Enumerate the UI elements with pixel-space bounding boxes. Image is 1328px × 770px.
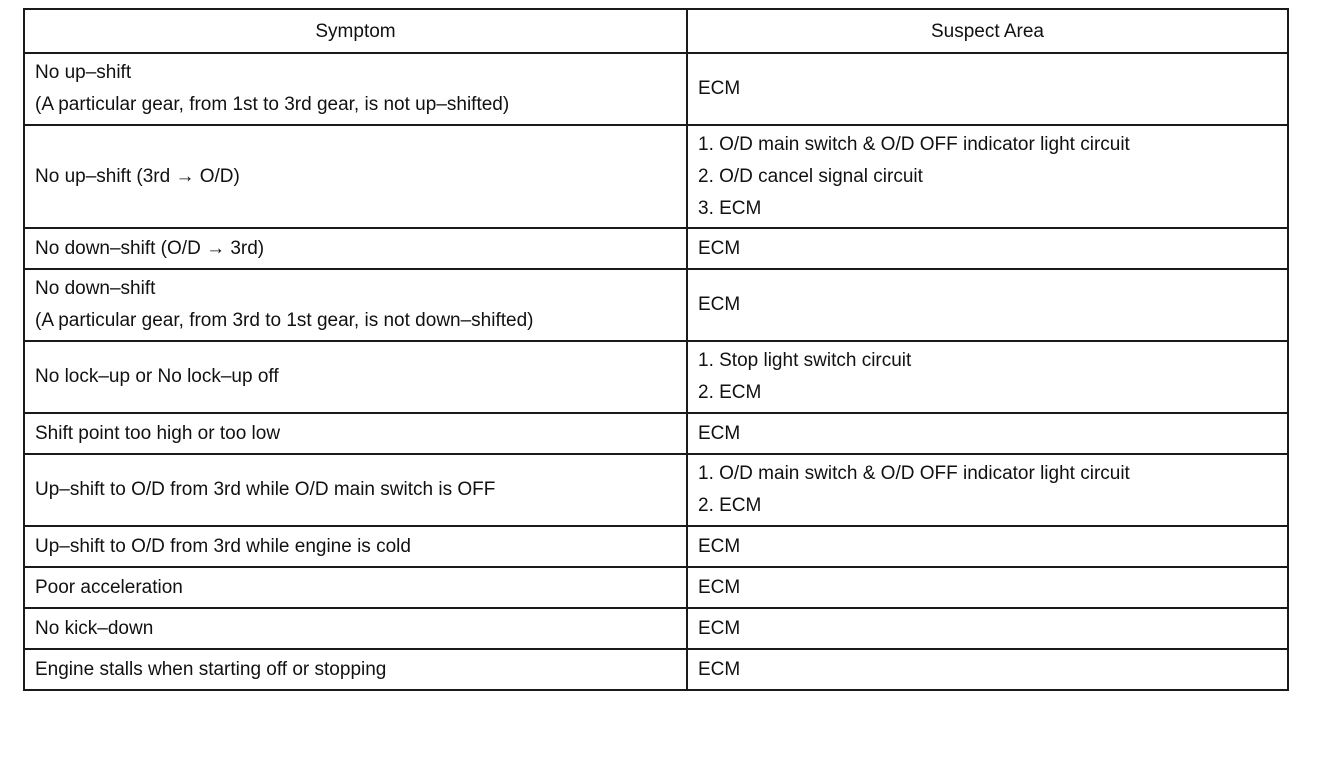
- suspect-area-text: 3. ECM: [698, 197, 762, 219]
- symptom-cell: [24, 228, 687, 269]
- symptom-cell: [24, 341, 687, 413]
- table-header-row: [24, 9, 1288, 53]
- table-row: [24, 341, 1288, 413]
- symptom-suspect-table: [23, 8, 1289, 691]
- table-row: [24, 269, 1288, 341]
- suspect-area-text: 2. ECM: [698, 382, 762, 403]
- symptom-text: Up–shift to O/D from 3rd while engine is cold: [35, 535, 411, 557]
- symptom-text: No down–shift (O/D → 3rd): [35, 237, 265, 259]
- symptom-text: Shift point too high or too low: [35, 422, 281, 444]
- suspect-area-cell: [687, 454, 1288, 526]
- symptom-cell: [24, 269, 687, 341]
- table-row: [24, 413, 1288, 454]
- symptom-text: Engine stalls when starting off or stopping: [35, 658, 387, 680]
- troubleshooting-table-container: [23, 8, 1287, 691]
- suspect-area-cell: [687, 53, 1288, 125]
- suspect-area-cell: [687, 413, 1288, 454]
- symptom-text: (A particular gear, from 1st to 3rd gear, is not up–shifted): [35, 94, 510, 115]
- suspect-area-cell: [687, 228, 1288, 269]
- table-row: [24, 649, 1288, 690]
- suspect-area-text: 2. O/D cancel signal circuit: [698, 165, 923, 187]
- symptom-cell: [24, 649, 687, 690]
- suspect-area-cell: [687, 608, 1288, 649]
- suspect-area-cell: [687, 341, 1288, 413]
- suspect-area-text: ECM: [698, 658, 741, 680]
- suspect-area-text: ECM: [698, 617, 741, 639]
- suspect-area-text: ECM: [698, 237, 741, 259]
- symptom-cell: [24, 608, 687, 649]
- symptom-text: No lock–up or No lock–up off: [35, 366, 279, 387]
- suspect-area-text: ECM: [698, 535, 741, 557]
- table-row: [24, 125, 1288, 228]
- suspect-area-text: ECM: [698, 78, 741, 99]
- table-row: [24, 53, 1288, 125]
- symptom-text: Poor acceleration: [35, 576, 183, 598]
- column-header-symptom: Symptom: [24, 9, 687, 53]
- table-row: [24, 526, 1288, 567]
- suspect-area-text: 1. Stop light switch circuit: [698, 350, 912, 371]
- suspect-area-cell: [687, 567, 1288, 608]
- symptom-cell: [24, 567, 687, 608]
- symptom-cell: [24, 413, 687, 454]
- symptom-text: No down–shift: [35, 278, 156, 299]
- symptom-text: No up–shift (3rd → O/D): [35, 165, 240, 187]
- table-row: [24, 454, 1288, 526]
- table-row: [24, 567, 1288, 608]
- symptom-cell: [24, 454, 687, 526]
- suspect-area-text: ECM: [698, 422, 741, 444]
- suspect-area-cell: [687, 649, 1288, 690]
- suspect-area-cell: [687, 125, 1288, 228]
- symptom-text: Up–shift to O/D from 3rd while O/D main switch is OFF: [35, 479, 496, 500]
- symptom-cell: [24, 125, 687, 228]
- suspect-area-text: 2. ECM: [698, 495, 762, 516]
- suspect-area-cell: [687, 526, 1288, 567]
- column-header-suspect-area: Suspect Area: [687, 9, 1288, 53]
- symptom-text: (A particular gear, from 3rd to 1st gear, is not down–shifted): [35, 310, 534, 331]
- symptom-cell: [24, 53, 687, 125]
- suspect-area-text: ECM: [698, 294, 741, 315]
- table-row: [24, 608, 1288, 649]
- table-row: [24, 228, 1288, 269]
- suspect-area-text: 1. O/D main switch & O/D OFF indicator light circuit: [698, 463, 1130, 484]
- symptom-text: No up–shift: [35, 62, 132, 83]
- symptom-text: No kick–down: [35, 617, 154, 639]
- suspect-area-text: 1. O/D main switch & O/D OFF indicator light circuit: [698, 133, 1130, 155]
- symptom-cell: [24, 526, 687, 567]
- suspect-area-text: ECM: [698, 576, 741, 598]
- suspect-area-cell: [687, 269, 1288, 341]
